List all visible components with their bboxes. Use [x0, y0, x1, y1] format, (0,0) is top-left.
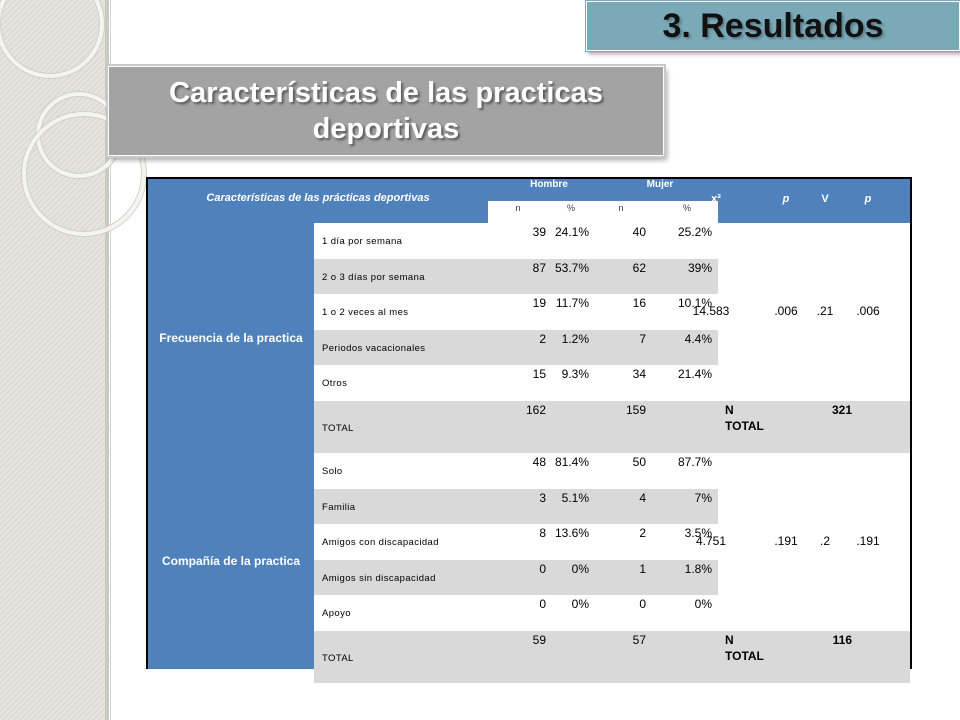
stat-chi: 14.583 [692, 303, 730, 318]
cell-pct-female: 21.4% [677, 367, 712, 381]
cell-n-male: 8 [539, 526, 546, 540]
cell-n-female: 50 [632, 455, 646, 469]
cell-n-male: 2 [539, 331, 546, 346]
group-male-header: Hombre [530, 179, 568, 190]
total-n-male: 59 [532, 632, 546, 647]
cell-pct-male: 11.7% [555, 296, 589, 310]
row-label: Periodos vacacionales [322, 342, 426, 354]
cell-pct-female: 87.7% [677, 455, 712, 469]
total-value: 321 [831, 402, 852, 417]
cell-n-male: 48 [532, 455, 546, 469]
row-label: Amigos sin discapacidad [322, 572, 436, 584]
group-female-header: Mujer [646, 179, 674, 190]
total-n-male: 162 [525, 402, 546, 417]
row-label: Solo [322, 466, 343, 477]
subheader-n-male: n [515, 203, 521, 213]
cell-n-female: 40 [632, 225, 646, 239]
cell-n-female: 34 [632, 367, 646, 381]
cell-pct-female: 1.8% [684, 561, 712, 576]
cell-n-male: 87 [532, 260, 546, 275]
cell-n-male: 19 [532, 296, 546, 310]
stat-p2: .006 [856, 303, 880, 318]
stat-header-v: V [821, 193, 829, 205]
stat-p2: .191 [856, 533, 880, 548]
row-label: 2 o 3 días por semana [322, 271, 425, 283]
slide-title: Características de las practicas deportivas [169, 77, 603, 145]
stat-v: .2 [819, 533, 830, 548]
cell-pct-male: 0% [571, 561, 589, 576]
cell-pct-male: 13.6% [554, 526, 589, 540]
cell-pct-female: 39% [687, 260, 712, 275]
cell-n-male: 39 [532, 225, 546, 239]
row-label: Apoyo [322, 608, 351, 619]
cell-pct-male: 5.1% [561, 490, 589, 505]
row-label: Familia [322, 501, 356, 513]
stat-header-p1: p [782, 193, 790, 205]
total-value: 116 [832, 632, 852, 647]
stat-v: .21 [816, 303, 834, 318]
slide-title-box [108, 66, 664, 156]
stat-p1: .191 [774, 533, 798, 548]
cell-n-female: 16 [632, 296, 646, 310]
cell-pct-male: 9.3% [561, 367, 589, 381]
section-label: Frecuencia de la practica [159, 331, 303, 345]
total-n-female: 57 [632, 632, 646, 647]
cell-n-female: 1 [639, 561, 646, 576]
section-title: 3. Resultados [662, 6, 884, 45]
row-label: Otros [322, 378, 348, 389]
stat-p1: .006 [774, 303, 798, 318]
stat-header-chi: x² [711, 193, 721, 205]
row-label: Amigos con discapacidad [322, 537, 439, 548]
subheader-pct-female: % [682, 203, 691, 213]
cell-n-male: 0 [539, 597, 546, 611]
cell-n-female: 7 [639, 331, 646, 346]
cell-pct-male: 24.1% [554, 225, 589, 239]
results-table [146, 177, 912, 669]
stat-chi: 4.751 [695, 533, 727, 548]
total-label: TOTAL [322, 652, 354, 664]
cell-pct-female: 4.4% [684, 331, 712, 346]
cell-pct-male: 0% [571, 597, 589, 611]
cell-n-male: 3 [539, 490, 546, 505]
total-total-label: TOTAL [725, 418, 764, 433]
cell-pct-female: 7% [694, 490, 712, 505]
subheader-pct-male: % [566, 203, 575, 213]
total-n-label: N [725, 402, 734, 417]
row-label: 1 o 2 veces al mes [322, 307, 409, 318]
section-badge [586, 1, 960, 51]
cell-pct-female: 3.5% [684, 526, 712, 540]
cell-n-male: 0 [539, 561, 546, 576]
cell-pct-male: 1.2% [561, 331, 589, 346]
cell-n-female: 4 [639, 490, 646, 505]
cell-n-female: 2 [639, 526, 646, 540]
section-label: Compañía de la practica [161, 554, 301, 568]
subheader-n-female: n [618, 203, 624, 213]
cell-n-female: 0 [639, 597, 646, 611]
cell-pct-female: 10.1% [677, 296, 712, 310]
cell-n-male: 15 [532, 367, 546, 381]
stat-header-p2: p [864, 193, 872, 205]
total-n-label: N [725, 632, 734, 647]
cell-pct-male: 53.7% [554, 260, 589, 275]
cell-pct-male: 81.4% [554, 455, 589, 469]
cell-pct-female: 0% [694, 597, 712, 611]
total-total-label: TOTAL [725, 648, 764, 663]
cell-n-female: 62 [632, 260, 646, 275]
corner-header: Características de las prácticas deportivas [206, 192, 430, 204]
total-n-female: 159 [625, 402, 646, 417]
cell-pct-female: 25.2% [677, 225, 712, 239]
total-label: TOTAL [322, 422, 354, 434]
row-label: 1 día por semana [322, 236, 403, 247]
